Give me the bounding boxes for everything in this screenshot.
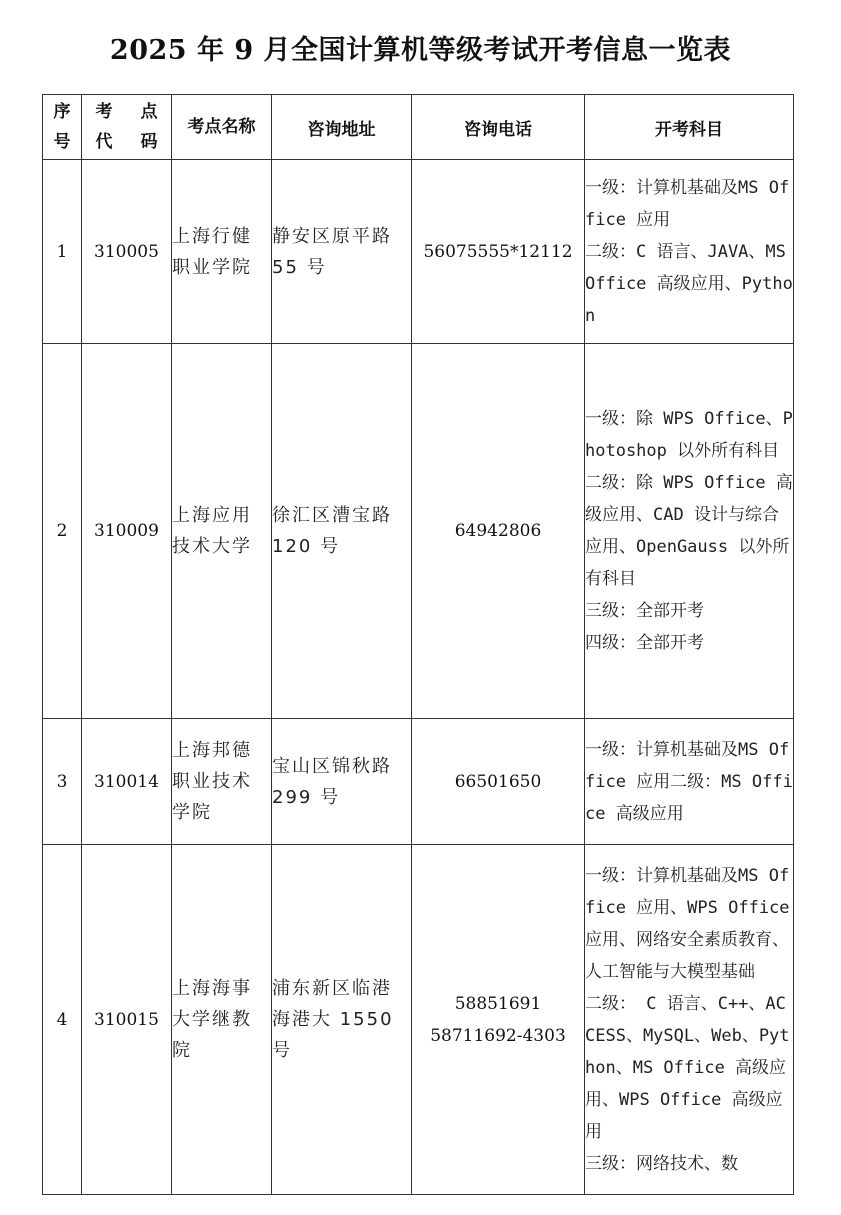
row-code: 310009	[82, 344, 172, 719]
table-row	[43, 845, 794, 1195]
subject-line: 一级：计算机基础及MS Office 应用二级：MS Office 高级应用	[585, 739, 793, 824]
subject-line: 三级：全部开考	[585, 601, 704, 621]
row-seq: 4	[43, 845, 82, 1195]
page-title: 2025 年 9 月全国计算机等级考试开考信息一览表	[109, 35, 732, 66]
subject-line: 二级：除 WPS Office 高级应用、CAD 设计与综合应用、OpenGauss 以外所有科目	[585, 473, 793, 589]
phone-line: 66501650	[454, 771, 542, 792]
header-address: 咨询地址	[272, 95, 412, 160]
table-row	[43, 160, 794, 344]
subject-line: 四级：全部开考	[585, 633, 704, 653]
subject-line: 二级： C 语言、C++、ACCESS、MySQL、Web、Python、MS Office 高级应用、WPS Office 高级应用	[585, 993, 790, 1142]
header-name: 考点名称	[172, 95, 272, 160]
row-name: 上海行健职业学院	[172, 160, 272, 344]
row-name: 上海邦德职业技术学院	[172, 719, 272, 845]
row-subjects	[585, 845, 794, 1195]
header-seq: 序号	[43, 95, 82, 160]
row-subjects	[585, 719, 794, 845]
row-seq: 1	[43, 160, 82, 344]
header-subjects: 开考科目	[585, 95, 794, 160]
phone-line: 58711692-4303	[430, 1025, 566, 1046]
header-code: 考 点 代码	[82, 95, 172, 160]
table-row	[43, 344, 794, 719]
header-phone: 咨询电话	[412, 95, 585, 160]
phone-line: 56075555*12112	[423, 241, 573, 262]
row-subjects	[585, 160, 794, 344]
row-seq: 3	[43, 719, 82, 845]
row-seq: 2	[43, 344, 82, 719]
table-row	[43, 719, 794, 845]
row-code: 310005	[82, 160, 172, 344]
phone-line: 64942806	[454, 521, 542, 541]
row-address: 浦东新区临港海港大 1550 号	[272, 845, 412, 1195]
subject-line: 一级：计算机基础及MS Office 应用、WPS Office 应用、网络安全素质教育、人工智能与大模型基础	[585, 865, 790, 982]
subject-line: 二级：C 语言、JAVA、MS Office 高级应用、Python	[585, 241, 793, 326]
row-name: 上海海事大学继教院	[172, 845, 272, 1195]
row-subjects	[585, 344, 794, 719]
exam-info-table	[42, 94, 794, 1195]
subject-line: 一级：除 WPS Office、Photoshop 以外所有科目	[585, 409, 793, 461]
row-address: 宝山区锦秋路 299 号	[272, 719, 412, 845]
row-phone	[412, 344, 585, 719]
row-code: 310014	[82, 719, 172, 845]
row-name: 上海应用技术大学	[172, 344, 272, 719]
row-phone	[412, 160, 585, 344]
row-address: 静安区原平路 55 号	[272, 160, 412, 344]
row-phone	[412, 719, 585, 845]
row-phone	[412, 845, 585, 1195]
subject-line: 三级：网络技术、数	[585, 1153, 738, 1174]
row-address: 徐汇区漕宝路 120 号	[272, 344, 412, 719]
phone-line: 58851691	[454, 993, 542, 1014]
row-code: 310015	[82, 845, 172, 1195]
table-header-row	[43, 95, 794, 160]
subject-line: 一级：计算机基础及MS Office 应用	[585, 177, 790, 230]
